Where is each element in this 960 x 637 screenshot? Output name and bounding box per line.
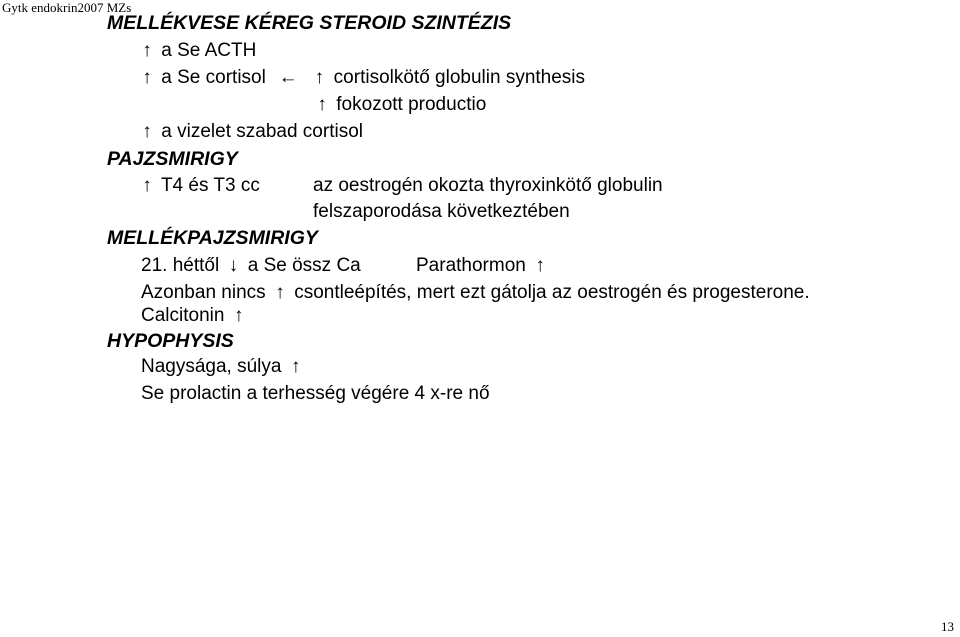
line-size	[141, 356, 305, 378]
up-arrow-icon: ↑	[233, 305, 244, 326]
up-arrow-icon: ↑	[535, 255, 545, 276]
up-arrow-icon: ↑	[314, 67, 325, 88]
bone-text: csontleépítés, mert ezt gátolja az oestrogén és progesterone.	[294, 282, 810, 303]
up-arrow-icon: ↑	[142, 67, 152, 88]
up-arrow-icon: ↑	[142, 121, 152, 142]
calcitonin-text: Calcitonin	[141, 305, 225, 326]
thyroid-explanation-2: felszaporodása következtében	[313, 201, 570, 222]
up-arrow-icon: ↑	[275, 282, 285, 303]
week-text: 21. héttől	[141, 255, 220, 276]
up-arrow-icon: ↑	[317, 94, 327, 115]
size-text: Nagysága, súlya	[141, 356, 282, 377]
line-prolactin: Se prolactin a terhesség végére 4 x-re nő	[141, 383, 490, 404]
acth-text: a Se ACTH	[161, 40, 257, 61]
down-arrow-icon: ↓	[228, 255, 239, 276]
heading-thyroid: PAJZSMIRIGY	[107, 148, 238, 170]
page-number: 13	[941, 619, 954, 634]
heading-adrenal: MELLÉKVESE KÉREG STEROID SZINTÉZIS	[107, 12, 512, 34]
up-arrow-icon: ↑	[142, 40, 152, 61]
line-t4t3	[138, 175, 260, 197]
urine-cortisol-text: a vizelet szabad cortisol	[161, 121, 363, 142]
t4t3-text: T4 és T3 cc	[160, 175, 260, 196]
line-production	[313, 94, 486, 116]
line-urine-cortisol	[138, 121, 363, 143]
binding-globulin-text: cortisolkötő globulin synthesis	[333, 67, 586, 88]
production-text: fokozott productio	[336, 94, 487, 115]
thyroid-explanation-1: az oestrogén okozta thyroxinkötő globulin	[313, 175, 663, 196]
heading-parathyroid: MELLÉKPAJZSMIRIGY	[107, 227, 318, 249]
line-acth	[138, 40, 256, 62]
line-week21	[141, 255, 361, 277]
up-arrow-icon: ↑	[142, 175, 152, 196]
pth-text: Parathormon	[416, 255, 526, 276]
line-pth	[416, 255, 549, 277]
calcium-text: a Se össz Ca	[247, 255, 361, 276]
however-text: Azonban nincs	[141, 282, 266, 303]
line-bone	[141, 282, 810, 304]
line-calcitonin	[141, 305, 248, 327]
up-arrow-icon: ↑	[291, 356, 301, 377]
left-arrow-icon: ←	[278, 67, 298, 88]
slide-header: Gytk endokrin2007 MZs	[2, 0, 132, 15]
heading-hypophysis: HYPOPHYSIS	[107, 330, 234, 352]
line-cortisol	[138, 67, 585, 89]
cortisol-text: a Se cortisol	[161, 67, 266, 88]
